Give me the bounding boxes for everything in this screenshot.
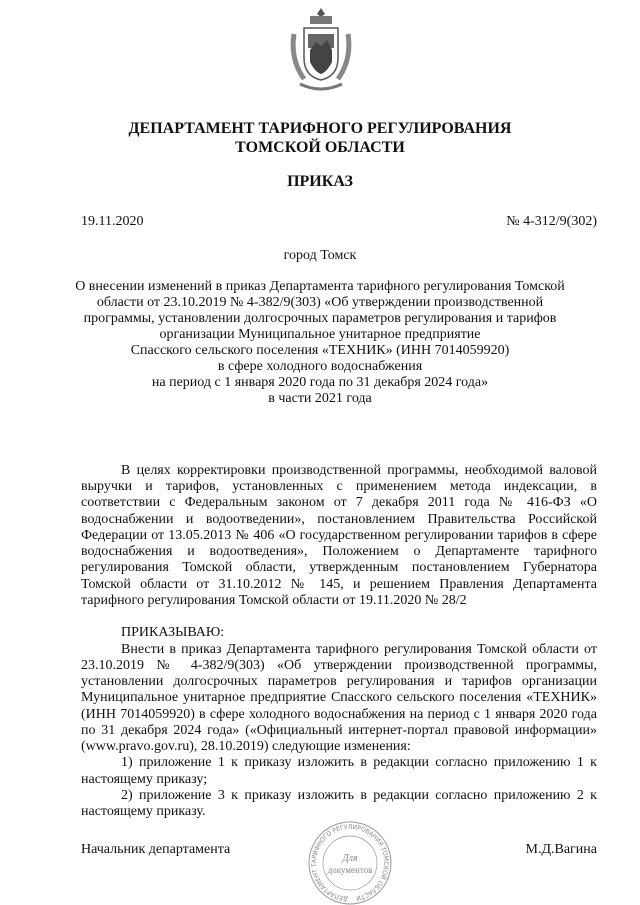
text-line: Внести в приказ Департамента тарифного регулирования Томской области от [121, 642, 597, 657]
coat-of-arms-emblem [290, 4, 352, 96]
document-type: ПРИКАЗ [287, 173, 353, 190]
text-line: настоящему приказу; [81, 772, 208, 787]
title-line: в сфере холодного водоснабжения [217, 359, 423, 374]
text-line: соответствии с Федеральным законом от 7 декабря 2011 года № 416-ФЗ «О [81, 495, 597, 510]
text-line: водоснабжении и водоотведении», постановлением Правительства Российской [81, 512, 597, 527]
text-line: (www.pravo.gov.ru), 28.10.2019) следующие изменения: [81, 739, 411, 754]
department-name-line2: ТОМСКОЙ ОБЛАСТИ [235, 139, 405, 156]
text-line: тарифного регулирования Томской области от 19.11.2020 № 28/2 [81, 593, 467, 608]
stamp-ring-text: ДЕПАРТАМЕНТ ТАРИФНОГО РЕГУЛИРОВАНИЯ ТОМСКОЙ ОБЛАСТИ [309, 822, 391, 903]
text-line: выручки и тарифов, установленных с применением метода индексации, в [81, 479, 597, 494]
text-line: В целях корректировки производственной программы, необходимой валовой [121, 463, 597, 478]
text-line: (ИНН 7014059920) в сфере холодного водоснабжения на период с 1 января 2020 года [81, 707, 597, 722]
title-line: О внесении изменений в приказ Департамента тарифного регулирования Томской [75, 279, 565, 294]
title-line: программы, установлении долгосрочных параметров регулирования и тарифов [83, 311, 557, 326]
order-number: № 4-312/9(302) [506, 214, 597, 229]
department-name-line1: ДЕПАРТАМЕНТ ТАРИФНОГО РЕГУЛИРОВАНИЯ [128, 120, 512, 137]
text-line: Федерации от 13.05.2013 № 406 «О государственном регулировании тарифов в сфере [81, 528, 597, 543]
city: город Томск [283, 248, 357, 263]
text-line: регулирования Томской области, утвержденным постановлением Губернатора [81, 560, 597, 575]
text-line: 2) приложение 3 к приказу изложить в редакции согласно приложению 2 к [121, 788, 597, 803]
title-line: области от 23.10.2019 № 4-382/9(303) «Об утверждении производственной [96, 295, 544, 310]
signatory-position: Начальник департамента [81, 842, 231, 857]
text-line: Муниципальное унитарное предприятие Спасского сельского поселения «ТЕХНИК» [81, 690, 597, 705]
text-line: по 31 декабря 2024 года» («Официальный интернет-портал правовой информации» [81, 723, 597, 738]
stamp-center-line2: документов [327, 865, 373, 875]
text-line: 1) приложение 1 к приказу изложить в редакции согласно приложению 1 к [121, 755, 597, 770]
signatory-name: М.Д.Вагина [525, 842, 597, 857]
order-word: ПРИКАЗЫВАЮ: [121, 625, 225, 640]
text-line: водоснабжения и водоотведения», Положением о Департаменте тарифного [81, 544, 597, 559]
official-stamp [305, 821, 395, 905]
title-line: в части 2021 года [268, 391, 372, 406]
title-line: Спасского сельского поселения «ТЕХНИК» (ИНН 7014059920) [130, 343, 510, 358]
text-line: 23.10.2019 № 4-382/9(303) «Об утверждении производственной программы, [81, 658, 597, 673]
text-line: Томской области от 31.10.2012 № 145, и решением Правления Департамента [81, 577, 597, 592]
text-line: установлении долгосрочных параметров регулирования и тарифов организации [81, 674, 597, 689]
text-line: настоящему приказу. [81, 804, 206, 819]
stamp-center-line1: Для [342, 853, 358, 864]
order-date: 19.11.2020 [81, 214, 144, 229]
title-line: организации Муниципальное унитарное предприятие [159, 327, 481, 342]
title-line: на период с 1 января 2020 года по 31 декабря 2024 года» [151, 375, 489, 390]
